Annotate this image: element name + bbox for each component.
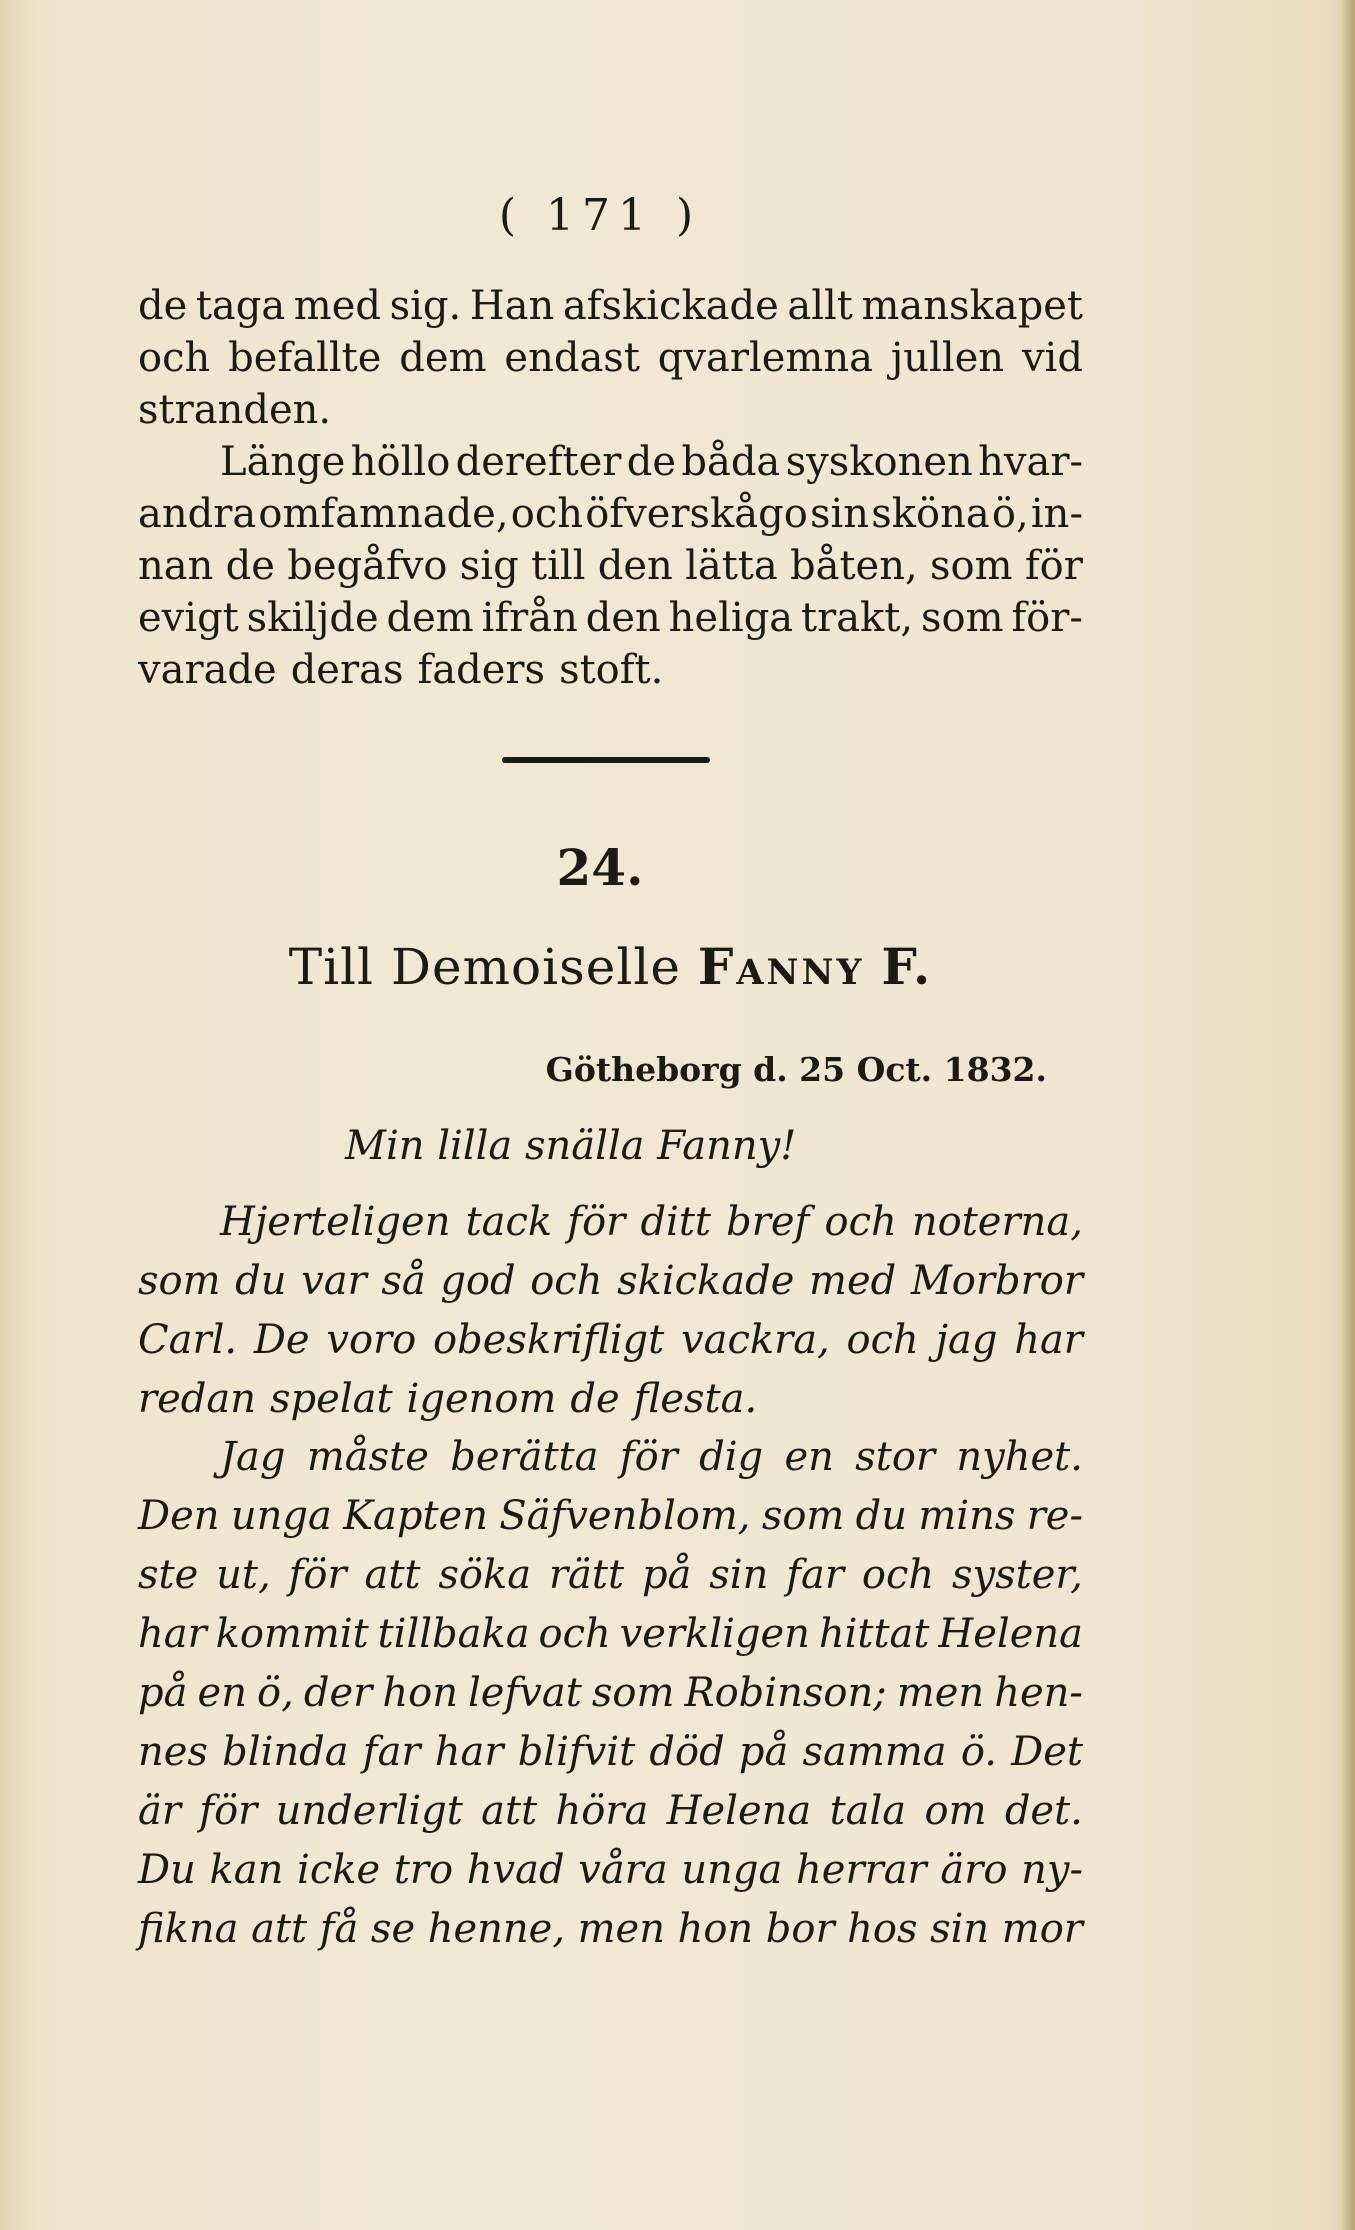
text-line: är för underligt att höra Helena tala om det.	[138, 1788, 1083, 1834]
text-line: och befallte dem endast qvarlemna jullen vid	[138, 335, 1083, 381]
text-line: som du var så god och skickade med Morbror	[138, 1258, 1083, 1304]
letter-title	[0, 937, 1220, 996]
text-line: Jag måste berätta för dig en stor nyhet.	[220, 1434, 1083, 1480]
letter-title-prefix: Till Demoiselle	[288, 938, 681, 996]
section-number: 24.	[556, 838, 644, 897]
text-line: evigt skiljde dem ifrån den heliga trakt, som för-	[138, 595, 1083, 641]
text-line: ste ut, för att söka rätt på sin far och syster,	[138, 1552, 1083, 1598]
letter-paragraph-2	[138, 1428, 1083, 1959]
letter-paragraph-1	[138, 1193, 1083, 1429]
text-line: nes blinda far har blifvit död på samma ö. Det	[138, 1729, 1083, 1775]
text-line: Hjerteligen tack för ditt bref och noterna,	[220, 1199, 1083, 1245]
text-line: nan de begåfvo sig till den lätta båten, som för	[138, 543, 1083, 589]
text-line: Du kan icke tro hvad våra unga herrar äro ny-	[138, 1847, 1083, 1893]
text-line: stranden.	[138, 387, 332, 433]
text-line: Länge höllo derefter de båda syskonen hvar-	[220, 439, 1083, 485]
letter-title-name: Fanny	[697, 937, 865, 996]
text-line: andra omfamnade, och öfverskågo sin sköna ö, in-	[138, 491, 1083, 537]
paragraph-1	[138, 280, 1083, 436]
text-line: Carl. De voro obeskrifligt vackra, och jag har	[138, 1317, 1083, 1363]
section-divider	[502, 757, 710, 763]
text-line: på en ö, der hon lefvat som Robinson; men hen-	[138, 1670, 1083, 1716]
letter-dateline: Götheborg d. 25 Oct. 1832.	[545, 1050, 1047, 1089]
text-line: redan spelat igenom de flesta.	[138, 1376, 758, 1422]
text-line: har kommit tillbaka och verkligen hittat Helena	[138, 1611, 1083, 1657]
text-line: varade deras faders stoft.	[138, 647, 664, 693]
page-number: ( 171 )	[498, 190, 702, 241]
letter-salutation: Min lilla snälla Fanny!	[345, 1123, 797, 1169]
text-line: fikna att få se henne, men hon bor hos sin mor	[138, 1906, 1083, 1952]
text-line: Den unga Kapten Säfvenblom, som du mins re-	[138, 1493, 1083, 1539]
text-line: de taga med sig. Han afskickade allt manskapet	[138, 283, 1083, 329]
letter-title-initial: F.	[881, 937, 932, 996]
paragraph-2	[138, 436, 1083, 696]
